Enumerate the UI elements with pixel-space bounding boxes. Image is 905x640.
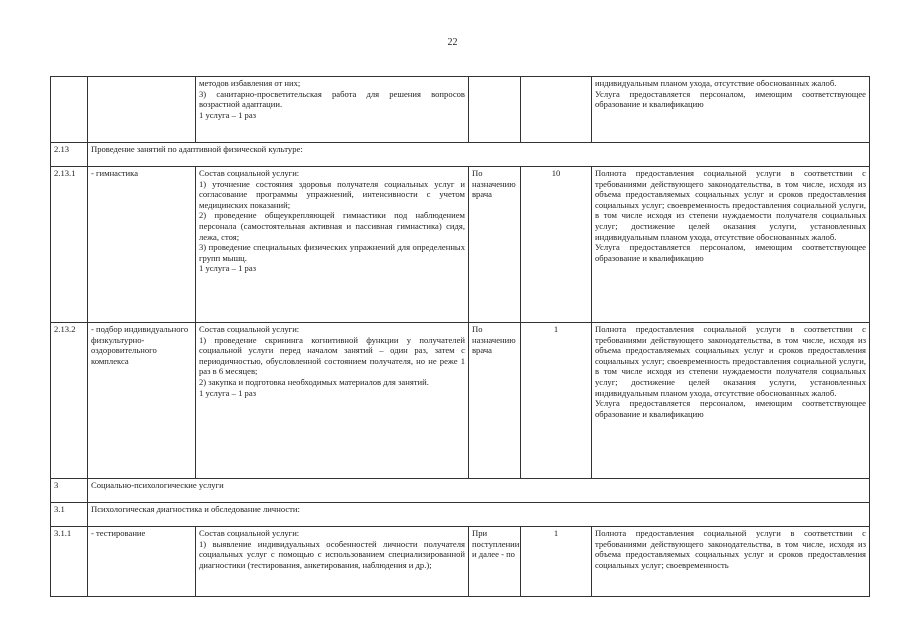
section-title: Проведение занятий по адаптивной физической культуре: bbox=[88, 143, 870, 167]
service-quality: индивидуальным планом ухода, отсутствие обоснованных жалоб. Услуга предоставляется персоналом, имеющим соответствующее образование и квалификацию bbox=[592, 77, 870, 143]
service-name: - подбор индивидуального физкультурно-оздоровительного комплекса bbox=[88, 323, 196, 479]
service-quality: Полнота предоставления социальной услуги в соответствии с требованиями действующего законодательства, в том числе, исходя из объема предоставляемых социальных услуг и сроков предоставления социальных услуг; своевременность bbox=[592, 527, 870, 597]
table-row bbox=[51, 527, 870, 597]
service-content: Состав социальной услуги: 1) проведение скрининга когнитивной функции у получателей социальной услуги перед началом занятий – один раз, затем с периодичностью, обусловленной состоянием получателя, но не реже 1 раз в 6 месяцев; 2) закупка и подготовка необходимых материалов для занятий. 1 услуга – 1 раз bbox=[196, 323, 469, 479]
section-row bbox=[51, 143, 870, 167]
service-content: методов избавления от них; 3) санитарно-просветительская работа для решения вопросов возрастной адаптации. 1 услуга – 1 раз bbox=[196, 77, 469, 143]
row-number: 3.1.1 bbox=[51, 527, 88, 597]
table-row bbox=[51, 323, 870, 479]
row-number: 2.13 bbox=[51, 143, 88, 167]
row-number: 3 bbox=[51, 479, 88, 503]
row-number: 2.13.2 bbox=[51, 323, 88, 479]
service-period: По назначению врача bbox=[469, 323, 521, 479]
section-title: Социально-психологические услуги bbox=[88, 479, 870, 503]
service-period: При поступлении и далее - по bbox=[469, 527, 521, 597]
section-row bbox=[51, 503, 870, 527]
service-count: 10 bbox=[521, 167, 592, 323]
service-name: - гимнастика bbox=[88, 167, 196, 323]
service-count: 1 bbox=[521, 527, 592, 597]
page-number: 22 bbox=[447, 37, 458, 48]
service-name: - тестирование bbox=[88, 527, 196, 597]
services-table bbox=[50, 76, 870, 597]
service-count: 1 bbox=[521, 323, 592, 479]
service-content: Состав социальной услуги: 1) уточнение состояния здоровья получателя социальных услуг и согласование программы упражнений, интенсивности с учетом медицинских показаний; 2) проведение общеукрепляющей гимнастики под наблюдением персонала (самостоятельная активная и пассивная гимнастика) сидя, лежа, стоя; 3) проведение специальных физических упражнений для определенных групп мышц. 1 услуга – 1 раз bbox=[196, 167, 469, 323]
table-row bbox=[51, 167, 870, 323]
section-row bbox=[51, 479, 870, 503]
row-number: 2.13.1 bbox=[51, 167, 88, 323]
section-title: Психологическая диагностика и обследование личности: bbox=[88, 503, 870, 527]
table-row bbox=[51, 77, 870, 143]
service-quality: Полнота предоставления социальной услуги в соответствии с требованиями действующего законодательства, в том числе, исходя из объема предоставляемых социальных услуг и сроков предоставления социальных услуг; своевременность предоставления социальной услуги, в том числе исходя из степени нуждаемости получателя социальных услуг; достижение целей оказания услуги, установленных индивидуальным планом ухода, отсутствие обоснованных жалоб. Услуга предоставляется персоналом, имеющим соответствующее образование и квалификацию bbox=[592, 323, 870, 479]
service-period: По назначению врача bbox=[469, 167, 521, 323]
service-quality: Полнота предоставления социальной услуги в соответствии с требованиями действующего законодательства, в том числе, исходя из объема предоставляемых социальных услуг и сроков предоставления социальных услуг; своевременность предоставления социальной услуги, в том числе исходя из степени нуждаемости получателя социальных услуг; достижение целей оказания услуги, установленных индивидуальным планом ухода, отсутствие обоснованных жалоб. Услуга предоставляется персоналом, имеющим соответствующее образование и квалификацию bbox=[592, 167, 870, 323]
service-content: Состав социальной услуги: 1) выявление индивидуальных особенностей личности получателя социальных услуг с помощью с использованием специализированной диагностики (тестирования, анкетирования, наблюдения и др.); bbox=[196, 527, 469, 597]
row-number: 3.1 bbox=[51, 503, 88, 527]
